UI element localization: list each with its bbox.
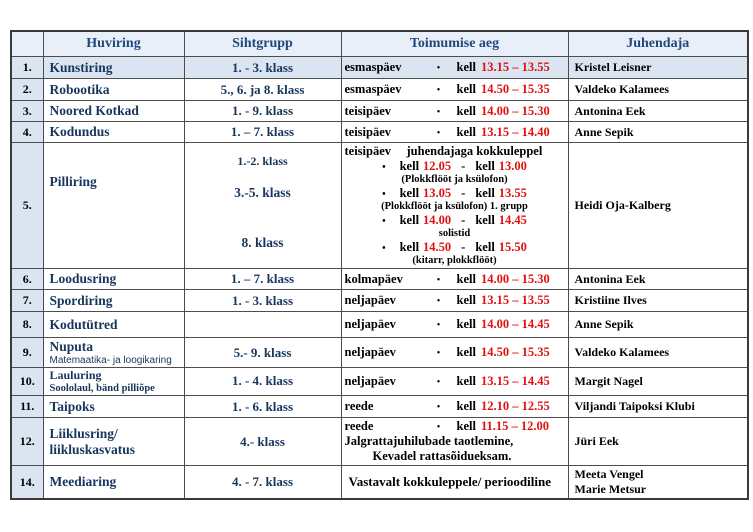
bullet-icon: •	[436, 348, 441, 359]
ring-name: Spordiring	[49, 292, 113, 308]
kell-label: kell	[475, 240, 495, 255]
instructor: Anne Sepik	[568, 122, 748, 143]
instructor: Heidi Oja-Kalberg	[568, 143, 748, 269]
ring-name: liikluskasvatus	[49, 441, 136, 457]
slot-note: solistid	[438, 228, 471, 240]
weekday: teisipäev	[344, 103, 392, 118]
kell-label: kell	[399, 213, 420, 228]
target-group: 1. - 9. klass	[184, 101, 341, 122]
ring-subtitle: Matemaatika- ja loogikaring	[49, 354, 172, 366]
slot-note: (kitarr, plokkflööt)	[412, 255, 497, 267]
time-line	[345, 82, 565, 97]
ring-name: Lauluring	[49, 367, 102, 382]
table-row	[11, 396, 748, 418]
weekday: teisipäev	[344, 124, 392, 139]
time-range: 14.50 – 15.35	[480, 82, 550, 96]
time-line	[345, 317, 565, 332]
row-number: 2.	[11, 79, 43, 101]
bullet-icon: •	[436, 376, 441, 388]
target-group: 1. - 6. klass	[184, 396, 341, 418]
time-line	[345, 419, 565, 434]
time-slot	[345, 186, 565, 201]
instructor: Marie Metsur	[574, 482, 647, 497]
weekday: kolmapäev	[344, 271, 403, 286]
time-range: 14.50 – 15.35	[480, 345, 550, 359]
ring-subtitle: Soololaul, bänd pilliõpe	[49, 382, 155, 394]
instructor: Viljandi Taipoksi Klubi	[568, 396, 748, 418]
weekday: neljapäev	[344, 317, 396, 332]
time-range: 14.00 – 15.30	[480, 103, 550, 118]
time-line	[345, 345, 565, 360]
target-group: 1. – 7. klass	[184, 269, 341, 290]
bullet-icon: •	[436, 85, 441, 96]
bullet-icon: •	[382, 243, 386, 255]
kell-label: kell	[399, 159, 420, 173]
time-line	[345, 104, 565, 119]
instructor: Kristiine Ilves	[568, 290, 748, 312]
time-range: 13.15 – 14.40	[480, 124, 550, 139]
weekday: esmaspäev	[344, 60, 402, 74]
bullet-icon: •	[382, 189, 386, 201]
ring-name: Kodutütred	[49, 316, 118, 332]
instructor: Antonina Eek	[568, 101, 748, 122]
row-number: 5.	[11, 143, 43, 269]
row-number: 1.	[11, 57, 43, 79]
row-number: 6.	[11, 269, 43, 290]
ring-name: Kunstiring	[49, 59, 113, 75]
time-range: 14.00 – 14.45	[480, 317, 550, 332]
weekday: teisipäev	[344, 144, 392, 158]
time-start: 14.50	[423, 240, 452, 255]
weekday: neljapäev	[344, 373, 396, 388]
bullet-icon: •	[436, 296, 441, 308]
weekday: reede	[344, 419, 374, 434]
row-number: 11.	[11, 396, 43, 418]
bullet-icon: •	[436, 402, 441, 414]
bullet-icon: •	[382, 216, 386, 228]
header-row	[11, 31, 748, 57]
target-group-line: 1.-2. klass	[237, 154, 288, 168]
time-range: 11.15 – 12.00	[480, 419, 550, 434]
row-number: 10.	[11, 367, 43, 395]
time-line	[345, 399, 565, 414]
schedule-note: Vastavalt kokkuleppele/ perioodiline	[348, 474, 551, 490]
kell-label: kell	[456, 293, 476, 308]
kell-label: kell	[456, 103, 476, 118]
row-number: 12.	[11, 418, 43, 466]
ring-name: Noored Kotkad	[49, 103, 139, 119]
weekday: neljapäev	[344, 345, 396, 359]
bullet-icon: •	[382, 162, 386, 173]
table-row	[11, 338, 748, 368]
table-row	[11, 269, 748, 290]
time-line	[345, 374, 565, 389]
row-number: 4.	[11, 122, 43, 143]
target-group-line: 3.-5. klass	[234, 185, 291, 200]
slot-note: (Plokkflööt ja ksülofon)	[401, 174, 508, 185]
table-row	[11, 290, 748, 312]
table-row-pilliring	[11, 143, 748, 269]
target-group: 1. – 7. klass	[184, 122, 341, 143]
target-group: 4. - 7. klass	[184, 466, 341, 500]
instructor: Margit Nagel	[568, 367, 748, 395]
target-group: 1. - 3. klass	[184, 57, 341, 79]
dash: -	[461, 159, 466, 173]
schedule-note: Jalgrattajuhilubade taotlemine,	[344, 434, 514, 449]
dash: -	[461, 213, 466, 228]
kell-label: kell	[475, 159, 495, 173]
row-number: 9.	[11, 338, 43, 368]
target-group: 1. - 3. klass	[184, 290, 341, 312]
target-group: 5., 6. ja 8. klass	[184, 79, 341, 101]
ring-name: Kodundus	[49, 124, 110, 140]
bullet-icon: •	[436, 320, 441, 332]
header-juhendaja: Juhendaja	[568, 31, 748, 57]
weekday: reede	[344, 399, 374, 414]
kell-label: kell	[456, 317, 476, 332]
row-number: 3.	[11, 101, 43, 122]
time-start: 14.00	[423, 213, 452, 228]
table-row-meediaring	[11, 466, 748, 500]
table-row	[11, 122, 748, 143]
time-start: 12.05	[423, 159, 452, 173]
row-number: 7.	[11, 290, 43, 312]
row-number: 8.	[11, 312, 43, 338]
time-range: 13.15 – 13.55	[480, 60, 550, 74]
time-line	[345, 144, 565, 159]
time-end: 14.45	[498, 213, 527, 228]
time-line	[345, 60, 565, 75]
time-slot	[345, 159, 565, 174]
ring-name: Meediaring	[49, 474, 117, 490]
bullet-icon: •	[436, 106, 441, 118]
header-sihtgrupp: Sihtgrupp	[184, 31, 341, 57]
bullet-icon: •	[436, 274, 441, 286]
target-group	[184, 312, 341, 338]
instructor: Meeta Vengel	[574, 467, 644, 482]
instructor: Anne Sepik	[568, 312, 748, 338]
ring-name: Taipoks	[49, 398, 95, 414]
time-line	[345, 272, 565, 287]
dash: -	[461, 240, 466, 255]
instructor: Antonina Eek	[568, 269, 748, 290]
kell-label: kell	[456, 124, 476, 139]
target-group: 5.- 9. klass	[184, 338, 341, 368]
time-end: 13.55	[498, 186, 527, 201]
time-range: 13.15 – 13.55	[480, 293, 550, 308]
schedule-note: juhendajaga kokkuleppel	[406, 144, 543, 158]
ring-name: Pilliring	[49, 174, 97, 189]
time-start: 13.05	[423, 186, 452, 201]
time-end: 13.00	[498, 159, 527, 173]
header-huviring: Huviring	[43, 31, 184, 57]
time-range: 12.10 – 12.55	[480, 399, 550, 414]
bullet-icon: •	[436, 127, 441, 139]
kell-label: kell	[456, 82, 476, 96]
ring-name: Robootika	[49, 81, 110, 97]
instructor: Valdeko Kalamees	[568, 338, 748, 368]
kell-label: kell	[456, 399, 476, 414]
table-row	[11, 101, 748, 122]
target-group	[184, 143, 341, 269]
time-range: 14.00 – 15.30	[480, 271, 550, 286]
instructor: Jüri Eek	[568, 418, 748, 466]
table-row	[11, 367, 748, 395]
time-line	[345, 125, 565, 140]
kell-label: kell	[456, 271, 476, 286]
slot-note: (Plokkflööt ja ksülofon) 1. grupp	[381, 201, 528, 213]
table-row-liiklusring	[11, 418, 748, 466]
time-range: 13.15 – 14.45	[480, 373, 550, 388]
kell-label: kell	[456, 60, 476, 74]
target-group-line: 8. klass	[241, 235, 284, 250]
header-toimumise-aeg: Toimumise aeg	[341, 31, 568, 57]
time-slot	[345, 213, 565, 228]
bullet-icon: •	[436, 422, 441, 434]
table-row	[11, 79, 748, 101]
ring-name: Liiklusring/	[49, 426, 118, 442]
schedule-note: Kevadel rattasõidueksam.	[372, 449, 512, 464]
table-row	[11, 57, 748, 79]
kell-label: kell	[399, 186, 420, 201]
bullet-icon: •	[436, 63, 441, 74]
ring-name: Loodusring	[49, 271, 117, 287]
weekday: esmaspäev	[344, 82, 402, 96]
header-num	[11, 31, 43, 57]
schedule-table	[10, 30, 749, 500]
time-line	[345, 293, 565, 308]
time-slot	[345, 240, 565, 255]
ring-name: Nuputa	[49, 339, 94, 355]
instructor: Valdeko Kalamees	[568, 79, 748, 101]
table-row	[11, 312, 748, 338]
kell-label: kell	[456, 373, 476, 388]
kell-label: kell	[456, 345, 476, 359]
kell-label: kell	[399, 240, 420, 255]
kell-label: kell	[475, 213, 495, 228]
kell-label: kell	[475, 186, 495, 201]
kell-label: kell	[456, 419, 476, 434]
dash: -	[461, 186, 466, 201]
time-end: 15.50	[498, 240, 527, 255]
target-group: 4.- klass	[184, 418, 341, 466]
row-number: 14.	[11, 466, 43, 500]
weekday: neljapäev	[344, 293, 396, 308]
instructor: Kristel Leisner	[568, 57, 748, 79]
target-group: 1. - 4. klass	[184, 367, 341, 395]
